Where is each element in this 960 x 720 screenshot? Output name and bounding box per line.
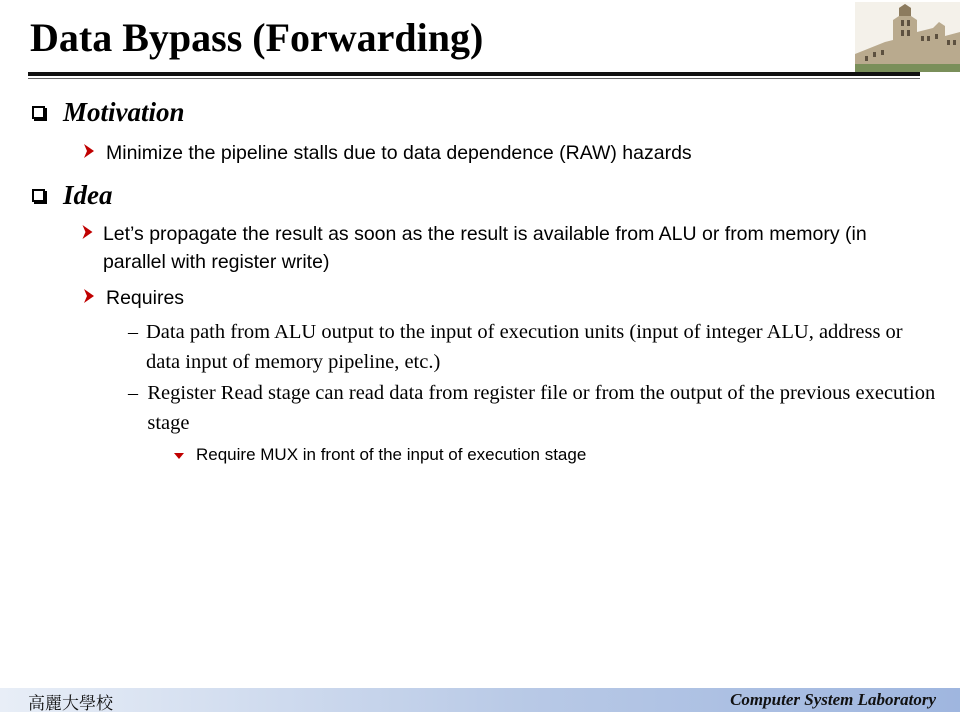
section-heading-label: Motivation [63,97,185,127]
chevron-right-icon [80,224,95,240]
footer-lab-name: Computer System Laboratory [730,690,936,709]
sub-bullet-text: Data path from ALU output to the input of execution units (input of integer ALU, address or data input of memory pipeline, etc.) [146,321,903,373]
footer-university: 高麗大學校 [28,694,113,714]
bullet-item [80,139,930,167]
bullet-text: Minimize the pipeline stalls due to data dependence (RAW) hazards [106,142,692,164]
sub-bullet-item [128,317,938,377]
bullet-text: Requires [106,287,185,309]
sub-bullet-text: Register Read stage can read data from register file or from the output of the previous execution stage [147,382,936,434]
title-underline [28,72,920,76]
hollow-square-icon [32,106,45,119]
university-building-icon [855,2,960,72]
slide-title: Data Bypass (Forwarding) [30,15,484,60]
title-underline-thin [28,78,920,79]
bullet-item [80,220,930,276]
sub-sub-bullet-item [172,445,586,465]
dash-bullet: – [128,382,138,404]
sub-sub-bullet-text: Require MUX in front of the input of execution stage [196,445,587,464]
section-heading-label: Idea [63,180,113,210]
chevron-right-icon [80,143,98,159]
bullet-item [80,284,930,312]
section-heading-motivation [32,97,185,128]
chevron-right-icon [80,288,98,304]
triangle-down-icon [172,451,186,461]
sub-bullet-item [128,378,938,438]
dash-bullet: – [128,321,138,343]
bullet-text: Let’s propagate the result as soon as the result is available from ALU or from memory (in parallel with register write) [102,223,867,273]
hollow-square-icon [32,189,45,202]
section-heading-idea [32,180,113,211]
